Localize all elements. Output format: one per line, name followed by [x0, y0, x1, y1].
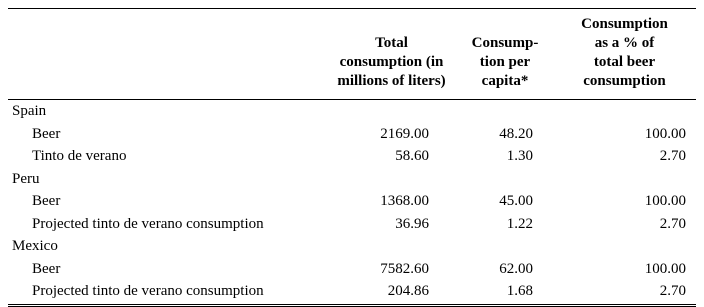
table-row: [8, 145, 696, 168]
row-label: Projected tinto de verano consumption: [32, 283, 264, 299]
group-label: Peru: [12, 170, 40, 187]
cell-total: 2169.00: [380, 125, 429, 142]
cell-total: 204.86: [387, 283, 429, 299]
cell-total: 7582.60: [380, 260, 429, 277]
header-total-consumption: [326, 9, 457, 99]
group-row-spain: [8, 100, 696, 123]
cell-per-capita: 1.68: [506, 283, 533, 299]
header-per-capita-line-1: Consump-: [471, 35, 539, 51]
table-row: [8, 258, 696, 281]
cell-percent: 2.70: [659, 215, 687, 232]
group-row-mexico: [8, 235, 696, 258]
row-label: Tinto de verano: [32, 148, 127, 164]
header-total-line-2: consumption (in: [339, 54, 444, 70]
cell-percent: 100.00: [644, 125, 687, 142]
row-label: Beer: [32, 125, 61, 142]
cell-total: 1368.00: [380, 193, 429, 209]
table-row: [8, 213, 696, 236]
consumption-table-body: [8, 100, 696, 303]
cell-percent: 100.00: [644, 193, 687, 209]
header-row: [8, 9, 696, 99]
header-per-capita: [457, 9, 553, 99]
header-percent-line-4: consumption: [583, 73, 666, 89]
cell-per-capita: 1.22: [506, 215, 533, 232]
cell-per-capita: 1.30: [506, 148, 533, 164]
row-label: Beer: [32, 193, 61, 209]
header-percent-line-2: as a % of: [594, 35, 655, 51]
header-percent-of-beer: [553, 9, 696, 99]
header-per-capita-line-3: capita*: [481, 73, 529, 89]
table-row: [8, 280, 696, 303]
consumption-table-container: [8, 8, 696, 307]
group-label: Mexico: [12, 238, 58, 254]
header-percent-line-3: total beer: [593, 54, 656, 70]
consumption-table: [8, 9, 696, 99]
cell-percent: 2.70: [659, 283, 687, 299]
table-bottom-rule: [8, 304, 696, 305]
header-empty: [8, 9, 326, 99]
table-row: [8, 123, 696, 146]
row-label: Projected tinto de verano consumption: [32, 215, 264, 232]
cell-total: 36.96: [395, 215, 429, 232]
row-label: Beer: [32, 260, 61, 277]
group-row-peru: [8, 168, 696, 191]
header-total-line-3: millions of liters): [337, 73, 446, 89]
cell-per-capita: 62.00: [499, 260, 533, 277]
cell-percent: 100.00: [644, 260, 687, 277]
header-total-line-1: Total: [375, 35, 408, 51]
cell-total: 58.60: [395, 148, 429, 164]
cell-percent: 2.70: [659, 148, 687, 164]
cell-per-capita: 48.20: [499, 125, 533, 142]
table-row: [8, 190, 696, 213]
header-per-capita-line-2: tion per: [479, 54, 531, 70]
group-label: Spain: [12, 103, 47, 119]
header-percent-line-1: Consumption: [581, 16, 668, 32]
cell-per-capita: 45.00: [499, 193, 533, 209]
